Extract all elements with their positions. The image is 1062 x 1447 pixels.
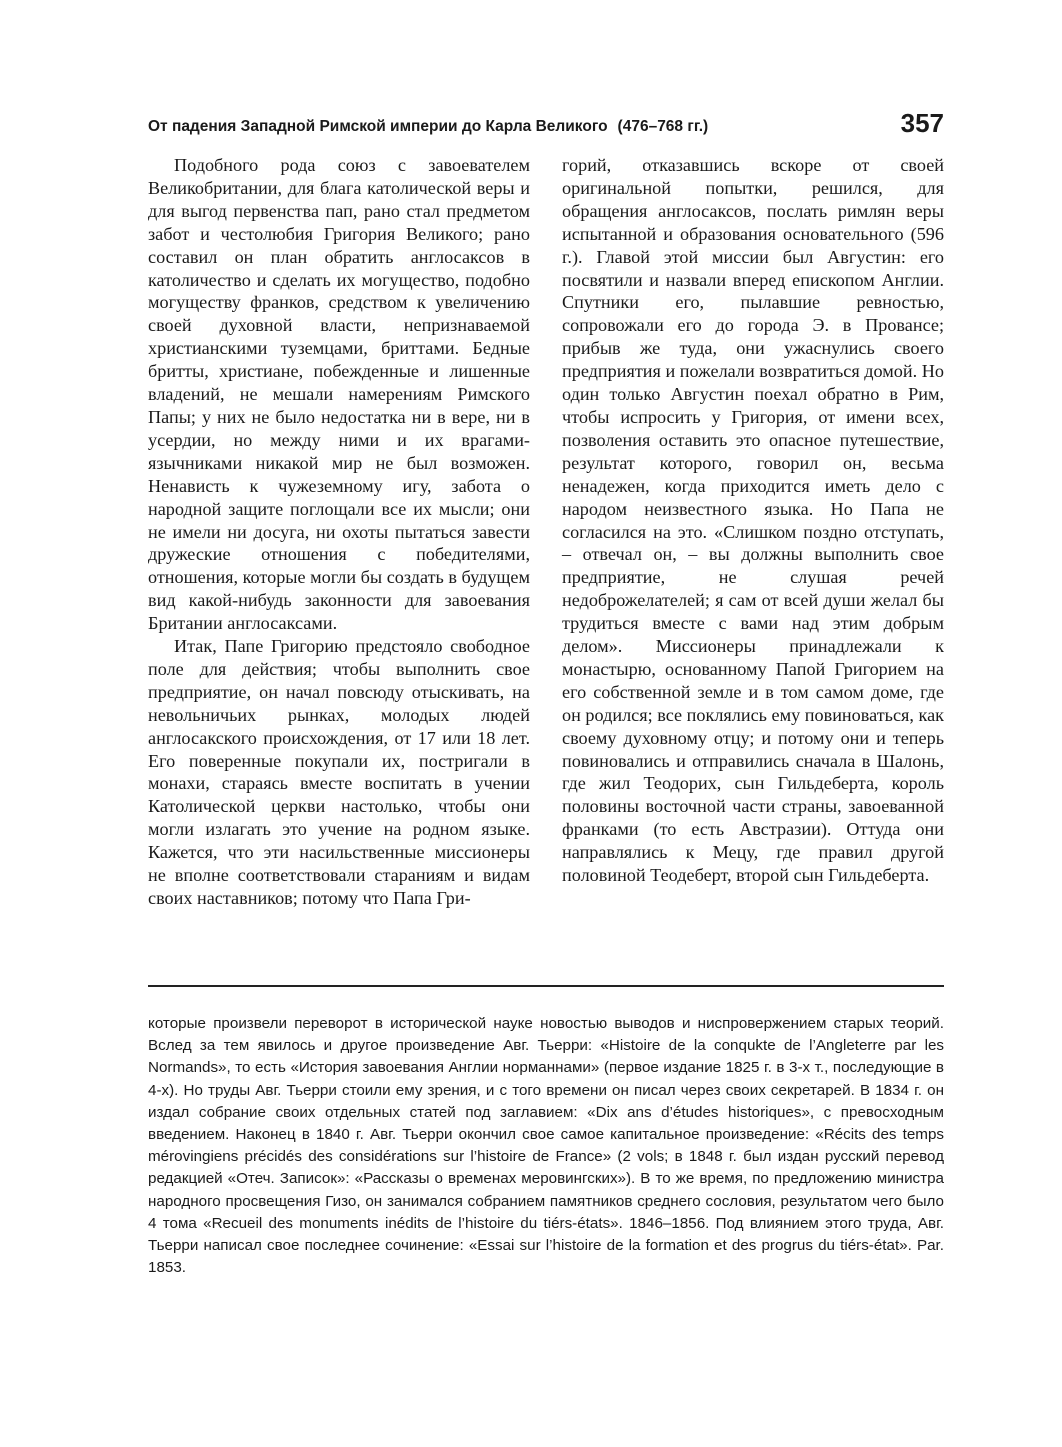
running-header xyxy=(148,108,944,144)
left-column xyxy=(148,154,530,910)
paragraph: горий, отказавшись вскоре от своей оригинальной попытки, решился, для обращения англосаксов, послать римлян веры испытанной и образования основательного (596 г.). Главой этой миссии был Августин: его посвятили и назвали вперед епископом Англии. Спутники его, пылавшие ревностью, сопровожали его до города Э. в Провансе; прибыв же туда, они ужаснулись своего предприятия и пожелали возвратиться домой. Но один только Августин поехал обратно в Рим, чтобы испросить у Григория, от имени всех, позволения оставить это опасное путешествие, результат которого, говорил он, весьма ненадежен, когда приходится иметь дело с народом неизвестного языка. Но Папа не согласился на это. «Слишком поздно отступать, – отвечал он, – вы должны выполнить свое предприятие, не слушая речей недоброжелателей; я сам от всей души желал бы трудиться вместе с вами над этим добрым делом». Миссионеры принадлежали к монастырю, основанному Папой Григорием на его собственной земле и в том самом доме, где он родился; все поклялись ему повиноваться, как своему духовному отцу; и потому они и теперь повиновались и отправились сначала в Шалонь, где жил Теодорих, сын Гильдеберта, король половины восточной части страны, завоеванной франками (то есть Австразии). Оттуда они направлялись к Мецу, где правил другой половиной Теодеберт, второй сын Гильдеберта. xyxy=(562,155,944,886)
paragraph: Подобного рода союз с завоевателем Великобритании, для блага католической веры и для выгод первенства пап, рано стал предметом забот и честолюбия Григория Великого; рано составил он план обратить англосаксов в католичество и сделать их могущество, подобно могуществу франков, средством к увеличению своей духовной власти, непризнаваемой христианскими туземцами, бриттами. Бедные бритты, христиане, побежденные и лишенные владений, не мешали намерениям Римского Папы; у них не было недостатка ни в вере, ни в усердии, но между ними и их врагами-язычниками никакой мир не был возможен. Ненависть к чужеземному игу, забота о народной защите поглощали все их мысли; они не имели ни досуга, ни охоты пытаться завести дружеские отношения с победителями, отношения, которые могли бы создать в будущем вид какой-нибудь законности для завоевания Британии англосаксами. xyxy=(148,155,530,634)
footnote xyxy=(148,1013,944,1279)
page-number: 357 xyxy=(900,108,944,138)
main-text xyxy=(148,154,944,974)
running-title-dates: (476–768 гг.) xyxy=(617,118,709,135)
paragraph: Итак, Папе Григорию предстояло свободное поле для действия; чтобы выполнить свое предприятие, он начал повсюду отыскивать, на невольничьих рынках, молодых людей англосакского происхождения, от 17 или 18 лет. Его поверенные покупали их, постригали в монахи, стараясь вместе воспитать в учении Католической церкви настолько, чтобы они могли излагать это учение на родном языке. Кажется, что эти насильственные миссионеры не вполне соответствовали стараниям и видам своих наставников; потому что Папа Гри- xyxy=(148,636,530,908)
footnote-text: которые произвели переворот в исторической науке новостью выводов и ниспровержением старых теорий. Вслед за тем явилось и другое произведение Авг. Тьерри: «Histoire de la conqukte de l’Angleterre par les Normands», то есть «История завоевания Англии норманнами» (первое издание 1825 г. в 3-х т., последующие в 4-х). Но труды Авг. Тьерри стоили ему зрения, и с того времени он писал через своих секретарей. В 1834 г. он издал собрание своих отдельных статей под заглавием: «Dix ans d’études historiques», с превосходным введением. Наконец в 1840 г. Авг. Тьерри окончил свое самое капитальное произведение: «Récits des temps mérovingiens précidés des considérations sur l’histoire de France» (2 vols; в 1848 г. был издан русский перевод редакцией «Отеч. Записок»: «Рассказы о временах меровингских»). В то же время, по предложению министра народного просвещения Гизо, он занимался собранием памятников среднего сословия, результатом чего было 4 тома «Recueil des monuments inédits de l’histoire du tiérs-états». 1846–1856. Под влиянием этого труда, Авг. Тьерри написал свое последнее сочинение: «Essai sur l’histoire de la formation et des progrus du tiérs-état». Par. 1853. xyxy=(148,1015,944,1277)
right-column xyxy=(562,154,944,887)
footnote-divider xyxy=(148,985,944,987)
running-title-text: От падения Западной Римской империи до Карла Великого xyxy=(148,118,608,135)
running-title xyxy=(148,118,708,136)
